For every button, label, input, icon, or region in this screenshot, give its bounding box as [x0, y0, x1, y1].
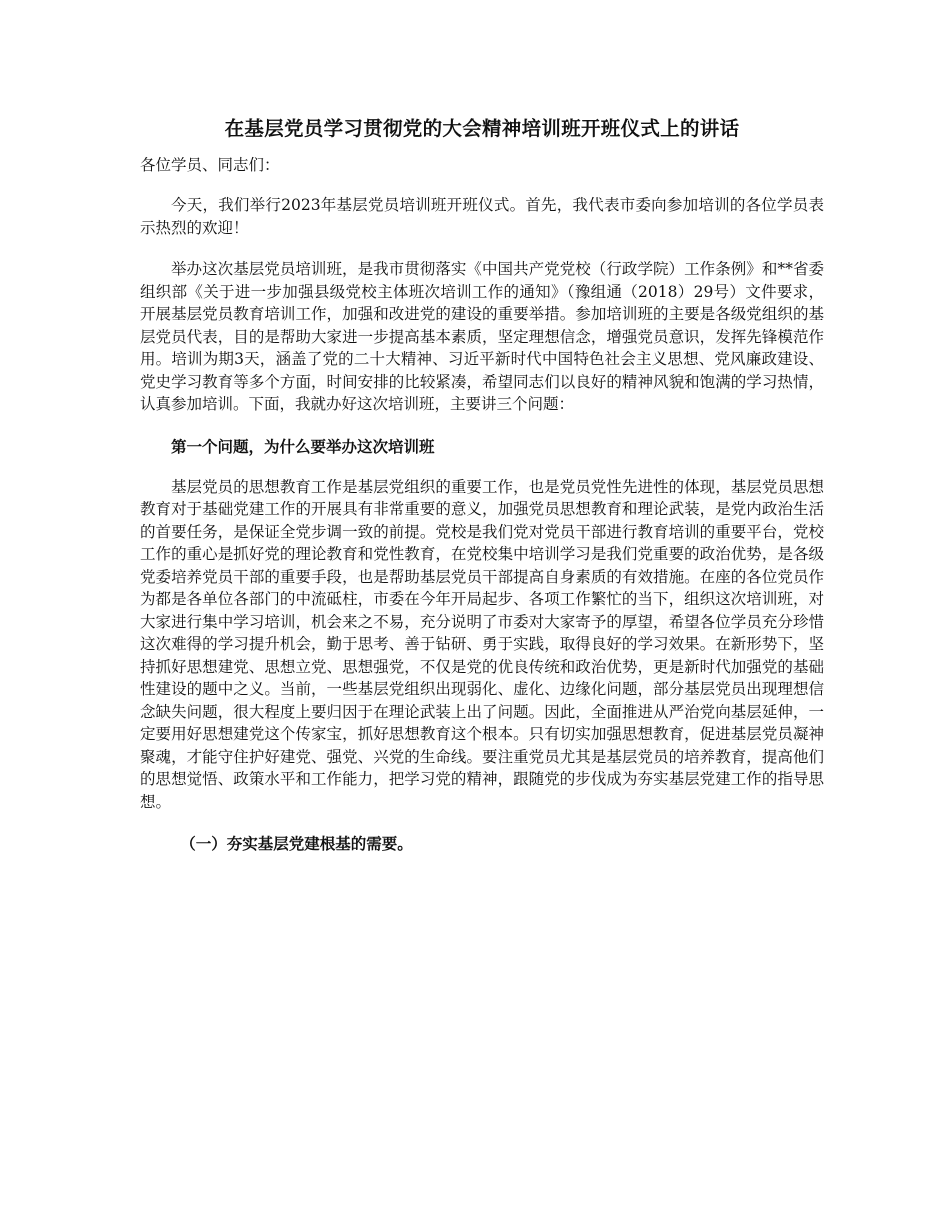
document-title: 在基层党员学习贯彻党的大会精神培训班开班仪式上的讲话: [224, 117, 740, 140]
salutation: 各位学员、同志们：: [140, 156, 280, 174]
subsection-heading: （一）夯实基层党建根基的需要。: [180, 835, 413, 853]
section-paragraph: 基层党员的思想教育工作是基层党组织的重要工作，也是党员党性先进性的体现，基层党员思想教育对于基础党建工作的开展具有非常重要的意义，加强党员思想教育和理论武装，是党内政治生活的首要任务，是保证全党步调一致的前提。党校是我们党对党员干部进行教育培训的重要平台，党校工作的重心是抓好党的理论教育和党性教育，在党校集中培训学习是我们党重要的政治优势，是各级党委培养党员干部的重要手段，也是帮助基层党员干部提高自身素质的有效措施。在座的各位党员作为都是各单位各部门的中流砥柱，市委在今年开局起步、各项工作繁忙的当下，组织这次培训班，对大家进行集中学习培训，机会来之不易，充分说明了市委对大家寄予的厚望，希望各位学员充分珍惜这次难得的学习提升机会，勤于思考、善于钻研、勇于实践，取得良好的学习效果。在新形势下，坚持抓好思想建党、思想立党、思想强党，不仅是党的优良传统和政治优势，更是新时代加强党的基础性建设的题中之义。当前，一些基层党组织出现弱化、虚化、边缘化问题，部分基层党员出现理想信念缺失问题，很大程度上要归因于在理论武装上出了问题。因此，全面推进从严治党向基层延伸，一定要用好思想建党这个传家宝，抓好思想教育这个根本。只有切实加强思想教育，促进基层党员凝神聚魂，才能守住护好建党、强党、兴党的生命线。要注重党员尤其是基层党员的培养教育，提高他们的思想觉悟、政策水平和工作能力，把学习党的精神，跟随党的步伐成为夯实基层党建工作的指导思想。: [140, 477, 824, 811]
document-page: [140, 112, 824, 856]
section-heading: 第一个问题，为什么要举办这次培训班: [171, 437, 435, 456]
paragraph-purpose: 举办这次基层党员培训班，是我市贯彻落实《中国共产党党校（行政学院）工作条例》和**省委组织部《关于进一步加强县级党校主体班次培训工作的通知》（豫组通（2018）29号）文件要求，开展基层党员教育培训工作，加强和改进党的建设的重要举措。参加培训班的主要是各级党组织的基层党员代表，目的是帮助大家进一步提高基本素质，坚定理想信念，增强党员意识，发挥先锋模范作用。培训为期3天，涵盖了党的二十大精神、习近平新时代中国特色社会主义思想、党风廉政建设、党史学习教育等多个方面，时间安排的比较紧凑，希望同志们以良好的精神风貌和饱满的学习热情，认真参加培训。下面，我就办好这次培训班，主要讲三个问题：: [140, 260, 824, 413]
paragraph-opening: 今天，我们举行2023年基层党员培训班开班仪式。首先，我代表市委向参加培训的各位学员表示热烈的欢迎！: [140, 196, 824, 237]
